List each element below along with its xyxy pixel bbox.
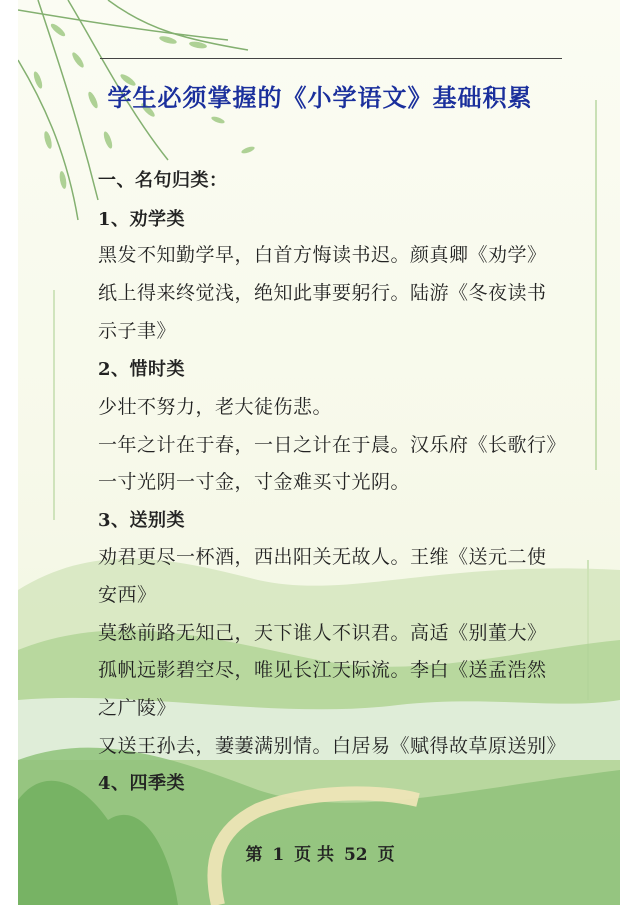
- text-line: 孤帆远影碧空尽，唯见长江天际流。李白《送孟浩然: [98, 659, 547, 681]
- section-heading: 3、送别类: [98, 510, 186, 531]
- text-line: 纸上得来终觉浅，绝知此事要躬行。陆游《冬夜读书: [98, 282, 547, 304]
- text-line: 少壮不努力，老大徒伤悲。: [98, 396, 333, 418]
- text-line: 又送王孙去，萋萋满别情。白居易《赋得故草原送别》: [98, 735, 567, 757]
- text-line: 一寸光阴一寸金，寸金难买寸光阴。: [98, 471, 411, 493]
- text-line: 黑发不知勤学早，白首方悔读书迟。颜真卿《劝学》: [98, 244, 547, 266]
- text-line: 一年之计在于春，一日之计在于晨。汉乐府《长歌行》: [98, 434, 567, 456]
- page-title: 学生必须掌握的《小学语文》基础积累: [107, 83, 533, 112]
- section-heading: 1、劝学类: [98, 209, 186, 230]
- section-heading: 2、惜时类: [98, 359, 186, 380]
- text-line: 之广陵》: [98, 697, 177, 719]
- footer-middle: 页 共: [294, 845, 335, 865]
- footer-page-number: 1: [272, 845, 285, 865]
- text-line: 劝君更尽一杯酒，西出阳关无故人。王维《送元二使: [98, 546, 547, 568]
- text-line: 安西》: [98, 584, 157, 606]
- header-rule: [100, 58, 562, 59]
- footer-suffix: 页: [377, 845, 395, 865]
- text-line: 示子聿》: [98, 320, 177, 342]
- section-heading: 4、四季类: [98, 773, 186, 794]
- text-line: 莫愁前路无知己，天下谁人不识君。高适《别董大》: [98, 622, 547, 644]
- footer-total-pages: 52: [343, 845, 368, 865]
- footer-prefix: 第: [245, 845, 263, 865]
- page-footer: [0, 840, 640, 865]
- section-heading: 一、名句归类：: [98, 170, 228, 191]
